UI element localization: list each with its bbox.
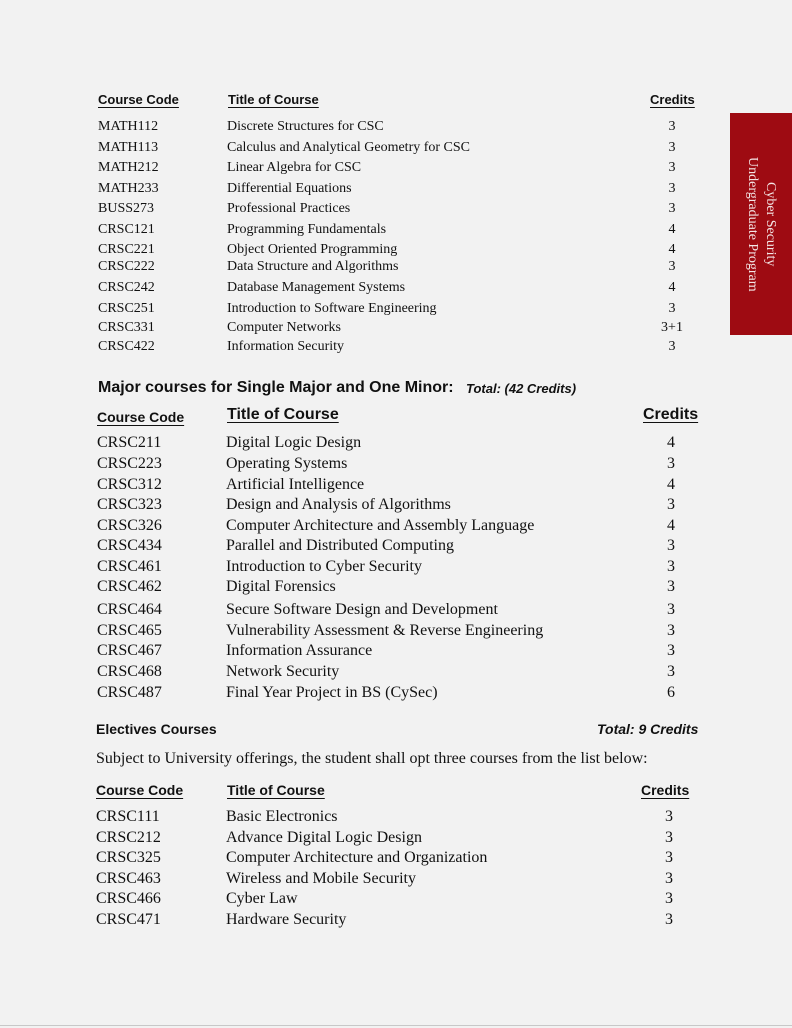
course-code: CRSC462 [97, 578, 162, 595]
course-code: CRSC463 [96, 870, 161, 887]
course-code: CRSC434 [97, 537, 162, 554]
course-title: Computer Networks [227, 320, 341, 335]
course-title: Introduction to Software Engineering [227, 301, 437, 316]
course-code: CRSC223 [97, 455, 162, 472]
course-title: Programming Fundamentals [227, 222, 387, 237]
course-title: Basic Electronics [226, 808, 338, 825]
table3-header-title: Title of Course [227, 782, 325, 798]
course-code: CRSC212 [96, 829, 161, 846]
course-title: Computer Architecture and Organization [226, 849, 488, 866]
course-title: Cyber Law [226, 890, 298, 907]
course-credits: 3+1 [661, 320, 683, 335]
course-credits: 3 [667, 642, 675, 659]
side-tab-text [743, 157, 779, 292]
course-title: Information Assurance [226, 642, 373, 659]
course-code: MATH233 [98, 181, 159, 196]
course-title: Digital Logic Design [226, 434, 362, 451]
course-credits: 4 [667, 476, 675, 493]
course-title: Data Structure and Algorithms [227, 259, 399, 274]
course-title: Secure Software Design and Development [226, 601, 498, 618]
course-credits: 3 [668, 259, 676, 274]
course-title: Final Year Project in BS (CySec) [226, 684, 438, 701]
course-code: CRSC464 [97, 601, 162, 618]
course-credits: 6 [667, 684, 675, 701]
table2-header-title: Title of Course [227, 406, 339, 423]
side-tab-line-2: Undergraduate Program [745, 156, 760, 292]
course-credits: 3 [665, 808, 673, 825]
course-title: Linear Algebra for CSC [227, 160, 362, 175]
major-section-total: Total: (42 Credits) [466, 381, 577, 396]
course-credits: 4 [668, 280, 676, 295]
course-credits: 3 [668, 339, 676, 354]
course-title: Professional Practices [227, 201, 351, 216]
course-title: Parallel and Distributed Computing [226, 537, 454, 554]
course-code: CRSC221 [98, 242, 155, 257]
course-title: Advance Digital Logic Design [226, 829, 422, 846]
course-title: Operating Systems [226, 455, 348, 472]
course-title: Network Security [226, 663, 340, 680]
course-credits: 3 [668, 119, 676, 134]
course-title: Differential Equations [227, 181, 352, 196]
course-code: CRSC466 [96, 890, 161, 907]
course-code: CRSC211 [97, 434, 162, 451]
course-credits: 3 [665, 870, 673, 887]
course-code: CRSC325 [96, 849, 161, 866]
course-code: MATH112 [98, 119, 159, 134]
page-bottom-border [0, 1025, 792, 1026]
course-title: Calculus and Analytical Geometry for CSC [227, 140, 471, 155]
course-credits: 3 [667, 622, 675, 639]
course-credits: 3 [667, 578, 675, 595]
course-title: Information Security [227, 339, 345, 354]
major-section-heading: Major courses for Single Major and One Minor: [98, 379, 454, 396]
course-title: Artificial Intelligence [226, 476, 365, 493]
course-code: CRSC326 [97, 517, 162, 534]
course-title: Computer Architecture and Assembly Language [226, 517, 535, 534]
course-code: CRSC471 [96, 911, 161, 928]
course-title: Object Oriented Programming [227, 242, 398, 257]
course-credits: 3 [667, 663, 675, 680]
course-credits: 3 [668, 201, 676, 216]
course-credits: 3 [665, 890, 673, 907]
course-code: MATH212 [98, 160, 159, 175]
course-title: Database Management Systems [227, 280, 406, 295]
course-credits: 3 [668, 160, 676, 175]
table1-header-code: Course Code [98, 92, 179, 107]
table2-header-code: Course Code [97, 409, 185, 425]
course-credits: 3 [665, 849, 673, 866]
table1-header-credits: Credits [650, 92, 695, 107]
course-credits: 4 [668, 242, 676, 257]
course-credits: 3 [665, 911, 673, 928]
course-title: Vulnerability Assessment & Reverse Engineering [226, 622, 544, 639]
course-code: CRSC487 [97, 684, 162, 701]
course-title: Hardware Security [226, 911, 347, 928]
electives-note: Subject to University offerings, the student shall opt three courses from the list below: [96, 750, 648, 767]
course-credits: 3 [667, 496, 675, 513]
table2-header-credits: Credits [643, 406, 699, 423]
course-credits: 4 [667, 434, 675, 451]
table1-header-title: Title of Course [228, 92, 319, 107]
course-code: BUSS273 [98, 201, 155, 216]
course-credits: 3 [668, 140, 676, 155]
course-code: CRSC461 [97, 558, 162, 575]
course-code: CRSC121 [98, 222, 155, 237]
program-side-tab [730, 113, 792, 335]
course-code: CRSC331 [98, 320, 155, 335]
course-code: CRSC242 [98, 280, 155, 295]
course-code: CRSC467 [97, 642, 162, 659]
course-credits: 4 [667, 517, 675, 534]
course-credits: 3 [667, 601, 675, 618]
course-title: Discrete Structures for CSC [227, 119, 384, 134]
course-credits: 3 [667, 558, 675, 575]
course-code: CRSC468 [97, 663, 162, 680]
course-title: Wireless and Mobile Security [226, 870, 416, 887]
course-code: CRSC465 [97, 622, 162, 639]
course-title: Introduction to Cyber Security [226, 558, 422, 575]
table3-header-code: Course Code [96, 782, 184, 798]
course-code: CRSC222 [98, 259, 155, 274]
course-code: CRSC111 [96, 808, 160, 825]
course-credits: 4 [668, 222, 676, 237]
course-credits: 3 [668, 181, 676, 196]
course-code: CRSC251 [98, 301, 155, 316]
course-title: Digital Forensics [226, 578, 336, 595]
electives-heading: Electives Courses [96, 721, 217, 737]
course-code: CRSC312 [97, 476, 162, 493]
course-code: CRSC323 [97, 496, 162, 513]
course-title: Design and Analysis of Algorithms [226, 496, 451, 513]
table3-header-credits: Credits [641, 782, 690, 798]
course-credits: 3 [665, 829, 673, 846]
course-code: CRSC422 [98, 339, 155, 354]
course-code: MATH113 [98, 140, 159, 155]
course-credits: 3 [667, 455, 675, 472]
electives-total: Total: 9 Credits [597, 721, 699, 737]
course-credits: 3 [667, 537, 675, 554]
course-credits: 3 [668, 301, 676, 316]
side-tab-line-1: Cyber Security [763, 181, 778, 267]
